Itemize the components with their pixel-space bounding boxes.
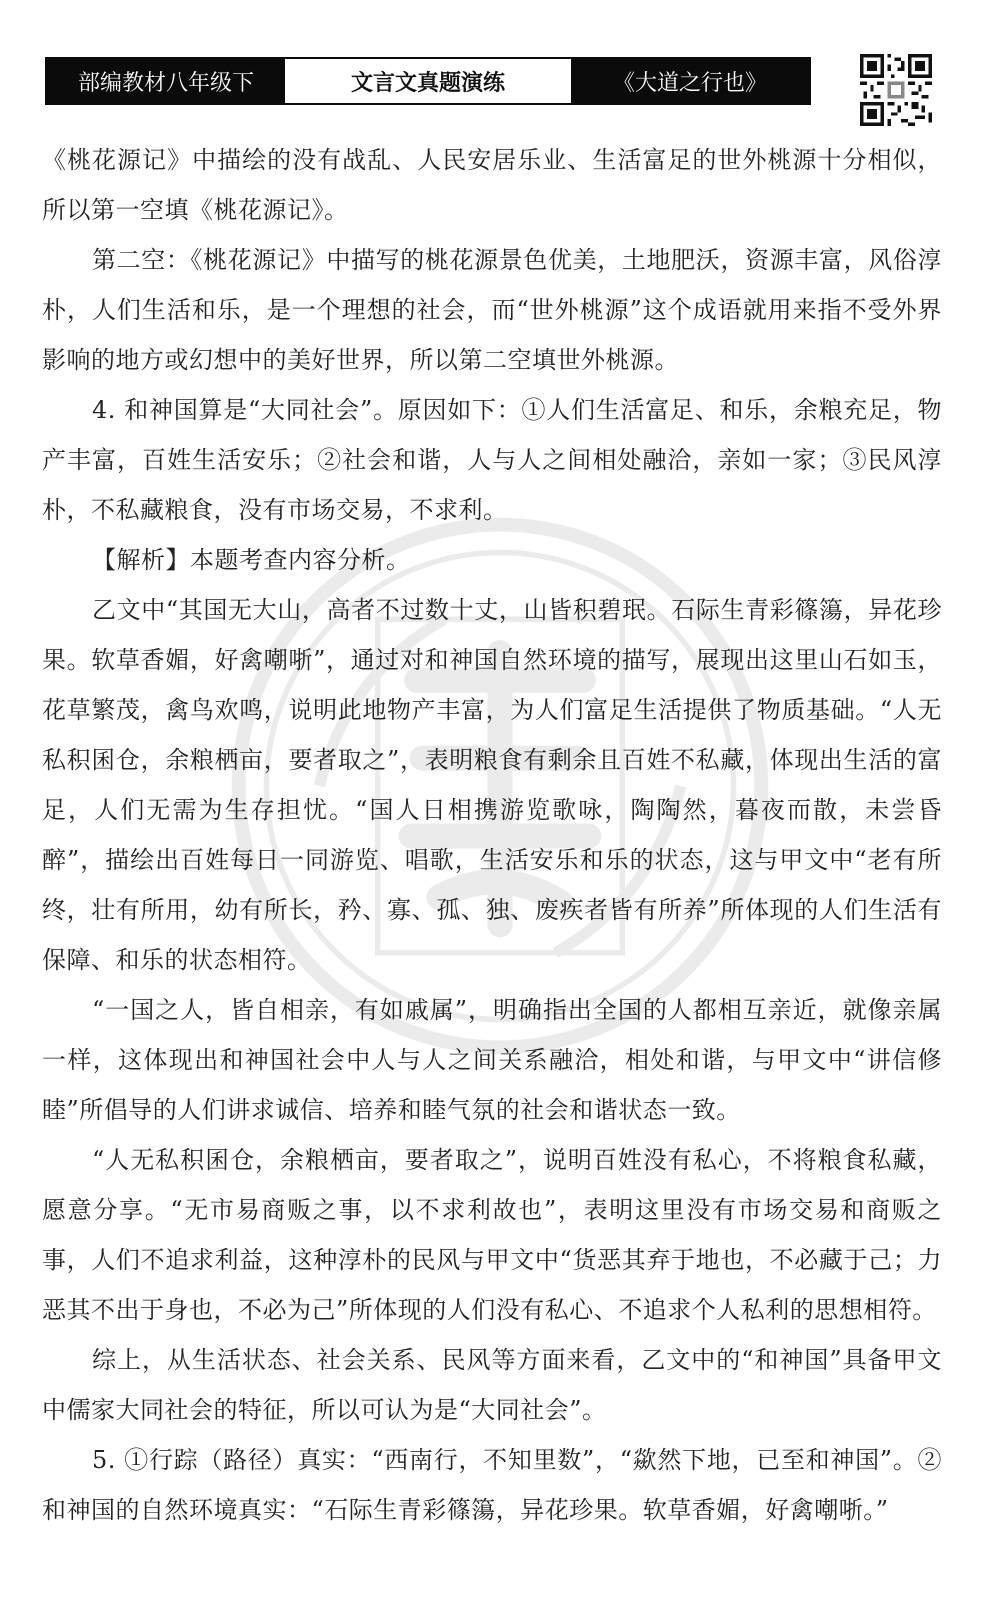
paragraph-analysis-2: “一国之人，皆自相亲，有如戚属”，明确指出全国的人都相互亲近，就像亲属一样，这体现出和神国社会中人与人之间关系融洽，相处和谐，与甲文中“讲信修睦”所倡导的人们讲求诚信、培养和睦气氛的社会和谐状态一致。 bbox=[42, 996, 942, 1124]
paragraph-answer-4: 4. 和神国算是“大同社会”。原因如下：①人们生活富足、和乐，余粮充足，物产丰富，百姓生活安乐；②社会和谐，人与人之间相处融洽，亲如一家；③民风淳朴，不私藏粮食，没有市场交易，不求利。 bbox=[42, 396, 942, 524]
paragraph-analysis-3: “人无私积囷仓，余粮栖亩，要者取之”，说明百姓没有私心，不将粮食私藏，愿意分享。“无市易商贩之事，以不求利故也”，表明这里没有市场交易和商贩之事，人们不追求利益，这种淳朴的民风与甲文中“货恶其弃于地也，不必藏于己；力恶其不出于身也，不必为己”所体现的人们没有私心、不追求个人私利的思想相符。 bbox=[42, 1146, 942, 1324]
header-bar bbox=[45, 57, 811, 105]
paragraph-summary: 综上，从生活状态、社会关系、民风等方面来看，乙文中的“和神国”具备甲文中儒家大同社会的特征，所以可认为是“大同社会”。 bbox=[42, 1346, 942, 1424]
paragraph-analysis-1: 乙文中“其国无大山，高者不过数十丈，山皆积碧珉。石际生青彩篠簜，异花珍果。软草香媚，好禽嘲哳”，通过对和神国自然环境的描写，展现出这里山石如玉，花草繁茂，禽鸟欢鸣，说明此地物产丰富，为人们富足生活提供了物质基础。“人无私积囷仓，余粮栖亩，要者取之”，表明粮食有剩余且百姓不私藏，体现出生活的富足，人们无需为生存担忧。“国人日相携游览歌咏，陶陶然，暮夜而散，未尝昏醉”，描绘出百姓每日一同游览、唱歌，生活安乐和乐的状态，这与甲文中“老有所终，壮有所用，幼有所长，矜、寡、孤、独、废疾者皆有所养”所体现的人们生活有保障、和乐的状态相符。 bbox=[42, 596, 942, 974]
article-body bbox=[42, 135, 942, 1535]
paragraph-answer-5: 5. ①行踪（路径）真实：“西南行，不知里数”，“歘然下地，已至和神国”。②和神国的自然环境真实：“石际生青彩篠簜，异花珍果。软草香媚，好禽嘲哳。” bbox=[42, 1446, 942, 1524]
paragraph-analysis-label: 【解析】本题考查内容分析。 bbox=[92, 546, 411, 574]
paragraph-answer-3-cont: 《桃花源记》中描绘的没有战乱、人民安居乐业、生活富足的世外桃源十分相似，所以第一空填《桃花源记》。 bbox=[42, 146, 942, 224]
header-section-title: 文言文真题演练 bbox=[285, 59, 571, 103]
qr-code-icon bbox=[860, 54, 932, 126]
header-textbook-label: 部编教材八年级下 bbox=[47, 59, 285, 103]
header-lesson-title: 《大道之行也》 bbox=[571, 59, 809, 103]
paragraph-second-blank: 第二空：《桃花源记》中描写的桃花源景色优美，土地肥沃，资源丰富，风俗淳朴，人们生活和乐，是一个理想的社会，而“世外桃源”这个成语就用来指不受外界影响的地方或幻想中的美好世界，所以第二空填世外桃源。 bbox=[42, 246, 942, 374]
